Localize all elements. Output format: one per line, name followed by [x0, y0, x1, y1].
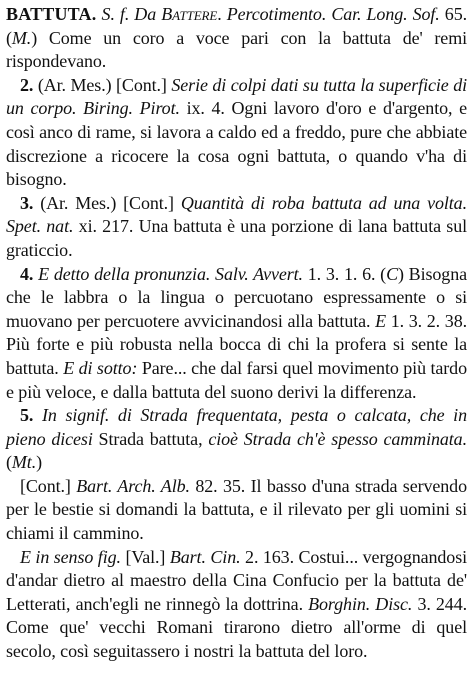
entry-text: 1. 3. 1. 6. ( — [302, 263, 387, 284]
entry-text: Strada battuta, — [92, 428, 209, 449]
entry-text: [Cont.] — [20, 475, 77, 496]
sense-number: 3. — [20, 192, 34, 213]
italic-text: E in senso fig. — [20, 546, 121, 567]
entry-text: . — [217, 4, 227, 24]
italic-text: cioè Strada ch'è spesso camminata. — [208, 428, 467, 449]
entry-text: 2. 163. Costui... vergognandosi d'andar dietro al maestro della Cina Confucio per la battuta de' Letterati, anch'egli ne rinnegò la dottrina. — [6, 546, 468, 614]
headword: BATTUTA. — [6, 4, 97, 24]
entry-text: [Val.] — [120, 546, 170, 567]
italic-text: S. f. Da — [101, 4, 157, 24]
entry-text: ) Bisogna che le labbra o la lingua o percuotano espressamente o si muovano per percuotere avvicinandosi alla battuta. — [6, 263, 467, 331]
sense-4-paragraph — [6, 263, 467, 405]
entry-text: Pare... che dal farsi quel movimento più tardo e più veloce, e dalla battuta del suono derivi la differenza. — [6, 357, 467, 402]
entry-text: ix. 4. Ogni lavoro d'oro e d'argento, e così anco di rame, si lavora a caldo ed a freddo, pure che abbiate discrezione a ricocere la cosa ogni battuta, o quando v'ha di bisogno. — [6, 98, 468, 190]
entry-text: 65. ( — [6, 4, 468, 48]
sense-2-paragraph — [6, 74, 467, 192]
entry-definition-main — [6, 3, 467, 74]
etymology-source: Battere — [156, 4, 218, 24]
italic-text: E — [375, 310, 387, 331]
entry-text: 1. 3. 2. 38. Più forte e più robusta nella bocca di chi la profera si sente la battuta. — [6, 310, 467, 378]
italic-text: M. — [11, 27, 32, 48]
entry-text — [33, 405, 42, 425]
dictionary-entry-battuta — [6, 3, 467, 664]
entry-text: ) — [36, 452, 43, 473]
entry-text: xi. 217. Una battuta è una porzione di lana battuta sul graticcio. — [6, 216, 467, 260]
italic-text: Bart. Cin. — [169, 546, 241, 567]
italic-text: In signif. di Strada frequentata, pesta o calcata, che in pieno dicesi — [6, 405, 467, 449]
entry-text: ) Come un coro a voce pari con la battuta de' remi rispondevano. — [6, 27, 467, 72]
italic-text: Serie di colpi dati su tutta la superficie di un corpo. Biring. Pirot. — [6, 74, 467, 119]
entry-text: 3. 244. Come que' vecchi Romani tirarono dietro all'orme di quel secolo, così seguitassero i nostri la battuta del loro. — [6, 593, 468, 662]
italic-text: C — [386, 263, 398, 284]
entry-text: (Ar. Mes.) [Cont.] — [33, 74, 172, 95]
sense-number: 4. — [20, 263, 34, 284]
italic-text: Borghin. Disc. — [308, 593, 413, 614]
sense-number: 5. — [20, 405, 34, 426]
entry-text: ( — [6, 452, 12, 473]
sense-number: 2. — [20, 74, 34, 95]
sense-5-citation-paragraph — [6, 475, 467, 546]
entry-text: 82. 35. Il basso d'una strada servendo per le bestie si domandi la battuta, e il rilevato per gli uomini si chiami il cammino. — [6, 475, 467, 544]
italic-text: Percotimento. Car. Long. Sof. — [226, 4, 440, 24]
italic-text: Mt. — [11, 452, 37, 473]
italic-text: E di sotto: — [63, 357, 138, 378]
figurative-sense-paragraph — [6, 546, 467, 664]
sense-3-paragraph — [6, 192, 467, 263]
italic-text: Bart. Arch. Alb. — [76, 475, 190, 496]
italic-text: E detto della pronunzia. Salv. Avvert. — [38, 263, 303, 284]
sense-5-paragraph — [6, 404, 467, 475]
italic-text: Quantità di roba battuta ad una volta. Spet. nat. — [6, 192, 467, 237]
entry-text: (Ar. Mes.) [Cont.] — [33, 192, 181, 213]
